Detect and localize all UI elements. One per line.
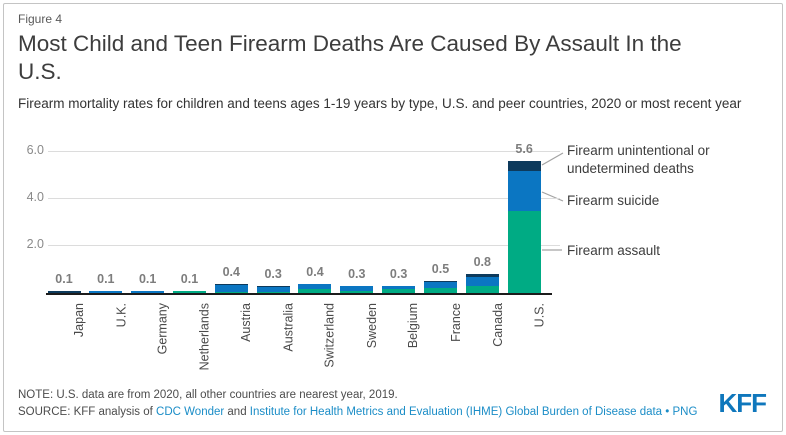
bar-value-label: 5.6 <box>515 142 533 157</box>
legend-label-suicide: Firearm suicide <box>567 193 660 208</box>
bar-segment-unintentional <box>508 161 541 170</box>
x-axis-label-australia: Australia <box>281 303 296 352</box>
chart-title: Most Child and Teen Firearm Deaths Are Caused By Assault In the U.S. <box>18 31 682 84</box>
bar-segment-assault <box>466 286 499 293</box>
x-axis-label-belgium: Belgium <box>406 303 421 349</box>
x-axis-label-netherlands: Netherlands <box>197 303 212 371</box>
y-axis-tick-label: 4.0 <box>26 190 44 204</box>
x-axis-label-japan: Japan <box>72 303 86 338</box>
bar-segment-assault <box>508 211 541 293</box>
legend-label-unintentional: Firearm unintentional or undetermined deaths <box>567 143 710 176</box>
x-axis-label-sweden: Sweden <box>364 303 379 349</box>
y-axis-tick-label: 6.0 <box>26 143 44 157</box>
note-text: NOTE: U.S. data are from 2020, all other countries are nearest year, 2019. <box>18 389 398 401</box>
bar-switzerland <box>298 284 331 293</box>
bar-value-label: 0.5 <box>431 262 450 277</box>
figure-number: Figure 4 <box>18 12 63 26</box>
source-prefix: SOURCE: KFF analysis of <box>18 406 157 418</box>
gridline-6.0 <box>48 151 560 152</box>
bar-value-label: 0.3 <box>389 266 408 281</box>
x-axis-label-austria: Austria <box>239 303 254 342</box>
x-axis-label-us: U.S. <box>532 303 547 328</box>
bar-value-label: 0.1 <box>97 271 115 286</box>
legend-label-assault: Firearm assault <box>567 243 661 258</box>
chart-subtitle: Firearm mortality rates for children and teens ages 1-19 years by type, U.S. and peer countries, 2020 or most recent year <box>18 96 742 111</box>
x-axis-label-france: France <box>448 303 463 342</box>
bar-canada <box>466 274 499 293</box>
bar-value-label: 0.8 <box>473 255 491 270</box>
bar-segment-suicide <box>466 277 499 286</box>
x-axis-label-germany: Germany <box>155 303 170 355</box>
cdc-wonder-link[interactable]: CDC Wonder <box>156 406 225 418</box>
source-text <box>18 406 697 418</box>
bar-belgium <box>382 286 415 293</box>
y-axis-tick-label: 2.0 <box>26 237 44 251</box>
bar-austria <box>215 284 248 293</box>
bar-segment-suicide <box>215 285 248 292</box>
source-separator: • <box>662 406 673 418</box>
bar-us <box>508 161 541 293</box>
x-axis-line <box>46 293 552 295</box>
figure-card <box>3 3 783 432</box>
ihme-link[interactable]: Institute for Health Metrics and Evaluation (IHME) Global Burden of Disease data <box>249 406 663 418</box>
gridline-2.0 <box>48 245 560 246</box>
bar-value-label: 0.1 <box>55 271 73 286</box>
bar-value-label: 0.4 <box>222 264 240 279</box>
bar-value-label: 0.1 <box>180 271 199 286</box>
bar-sweden <box>340 286 373 293</box>
kff-logo: KFF <box>718 388 766 418</box>
bar-value-label: 0.3 <box>264 266 282 281</box>
x-axis-label-uk: U.K. <box>113 303 128 328</box>
source-mid: and <box>224 406 250 418</box>
bar-value-label: 0.3 <box>348 266 366 281</box>
bar-australia <box>257 286 290 293</box>
gridline-4.0 <box>48 198 560 199</box>
bar-france <box>424 281 457 293</box>
bar-value-label: 0.1 <box>138 271 157 286</box>
x-axis-label-switzerland: Switzerland <box>322 303 337 368</box>
png-download-link[interactable]: PNG <box>672 406 698 418</box>
bar-segment-suicide <box>508 171 541 211</box>
bar-value-label: 0.4 <box>306 264 324 279</box>
x-axis-label-canada: Canada <box>490 303 505 347</box>
